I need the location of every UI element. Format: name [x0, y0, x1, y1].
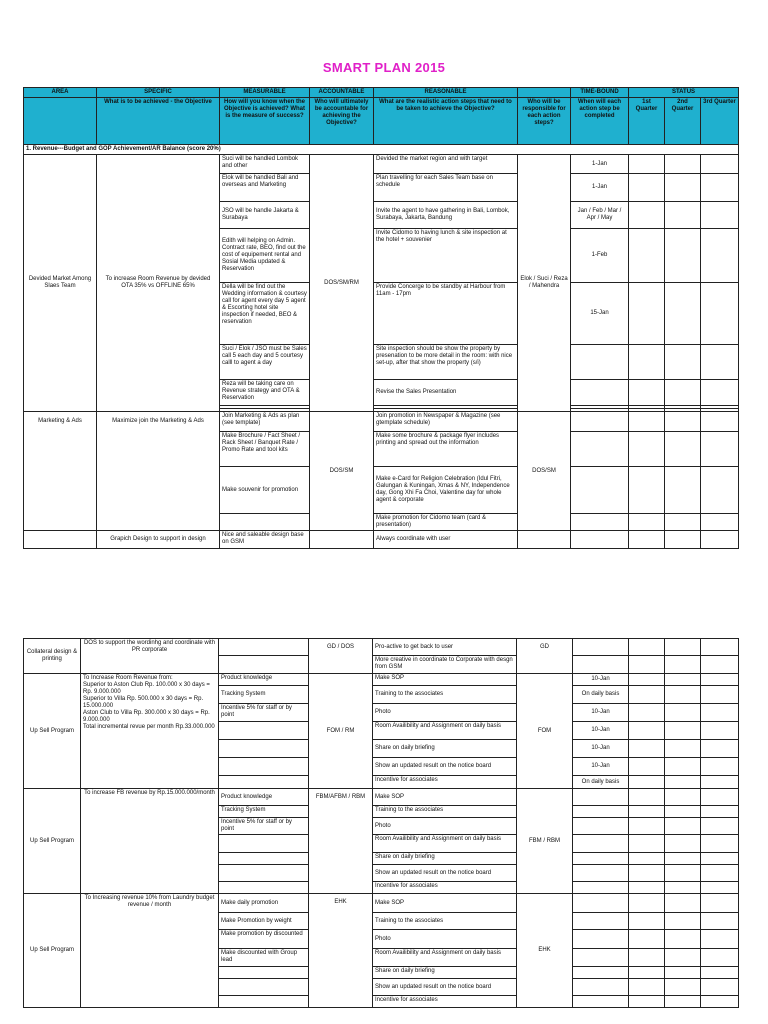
measurable-cell: Della will be find out the Wedding information & courtesy call for agent every day 5 agent & Escorting hotel site inspection if needed, BEO & reservation: [220, 283, 310, 345]
subheader-q1: 1st Quarter: [629, 98, 665, 145]
subheader-accountable: Who will ultimately be accountable for achieving the Objective?: [310, 98, 374, 145]
page-title: SMART PLAN 2015: [322, 60, 446, 75]
measurable-cell: Suci / Elok / JSO must be Sales call 5 each day and 5 courtesy calll to agent a day: [220, 345, 310, 380]
upsell-spec-line: Total incremental revue per month Rp.33.000.000: [83, 724, 215, 730]
reasonable-cell: Training to the associates: [373, 806, 517, 818]
subheader-measurable: How will you know when the Objective is achieved? What is the measure of success?: [220, 98, 310, 145]
reasonable-cell: Invite Cidomo to having lunch & site inspection at the hotel + souvenier: [374, 229, 518, 283]
subheader-q2: 2nd Quarter: [665, 98, 701, 145]
reasonable-cell: Incentive for associates: [373, 882, 517, 894]
area-cell: Up Sell Program: [24, 674, 81, 789]
responsible-cell: FOM: [517, 674, 573, 789]
reasonable-cell: More creative in coordinate to Corporate with desgn from GSM: [373, 656, 517, 674]
header-measurable: MEASURABLE: [220, 88, 310, 98]
reasonable-cell: Make SOP: [373, 789, 517, 806]
header-accountable: ACCOUNTABLE: [310, 88, 374, 98]
subheader-area: [24, 98, 97, 145]
reasonable-cell: Show an updated result on the notice board: [373, 865, 517, 882]
reasonable-cell: Share on daily briefing: [373, 967, 517, 979]
header-area: AREA: [24, 88, 97, 98]
responsible-cell: DOS/SM: [518, 412, 571, 531]
time-cell: 1-Jan: [571, 155, 629, 174]
subheader-time: When will each action step be completed: [571, 98, 629, 145]
table-row: [24, 674, 739, 686]
reasonable-cell: Photo: [373, 930, 517, 949]
reasonable-cell: Show an updated result on the notice board: [373, 979, 517, 996]
reasonable-cell: Incentive for associates: [373, 776, 517, 789]
table-row: [24, 155, 739, 174]
table-row: [24, 639, 739, 656]
specific-cell: To increase Room Revenue by devided OTA 35% vs OFFLINE 65%: [97, 155, 220, 412]
reasonable-cell: Devided the market region and with target: [374, 155, 518, 174]
reasonable-cell: Photo: [373, 818, 517, 835]
header-blank: [518, 88, 571, 98]
area-cell: Devided Market Among Slaes Team: [24, 155, 97, 412]
time-cell: Jan / Feb / Mar / Apr / May: [571, 202, 629, 229]
measurable-cell: Product knowledge: [219, 789, 309, 806]
measurable-cell: Elok will be handled Bali and overseas and Marketing: [220, 174, 310, 202]
header-specific: SPECIFIC: [97, 88, 220, 98]
time-cell: 10-Jan: [573, 704, 629, 722]
time-cell: On daily basis: [573, 686, 629, 704]
measurable-cell: Reza will be taking care on Revenue strategy and OTA & Reservation: [220, 380, 310, 406]
time-cell: 1-Feb: [571, 229, 629, 283]
table-row: [24, 894, 739, 913]
specific-cell: [81, 674, 219, 789]
header-time-bound: TIME-BOUND: [571, 88, 629, 98]
measurable-cell: Tracking System: [219, 806, 309, 818]
specific-cell: Maximize join the Marketing & Ads: [97, 412, 220, 531]
reasonable-cell: Make SOP: [373, 894, 517, 913]
reasonable-cell: Provide Concerge to be standby at Harbour from 11am - 17pm: [374, 283, 518, 345]
responsible-cell: Elok / Suci / Reza / Mahendra: [518, 155, 571, 412]
measurable-cell: Product knowledge: [219, 674, 309, 686]
measurable-cell: Nice and saleable design base on GSM: [220, 531, 310, 549]
reasonable-cell: Make promotion for Cidomo team (card & presentation): [374, 514, 518, 531]
area-cell: Marketing & Ads: [24, 412, 97, 531]
header-reasonable: REASONABLE: [374, 88, 518, 98]
table-row: [24, 531, 739, 549]
time-cell: 10-Jan: [573, 674, 629, 686]
accountable-cell: GD / DOS: [309, 639, 373, 674]
accountable-cell: FBM/AFBM / RBM: [309, 789, 373, 894]
responsible-cell: GD: [517, 639, 573, 674]
responsible-cell: FBM / RBM: [517, 789, 573, 894]
subheader-row: [24, 98, 739, 145]
specific-cell: Grapich Design to support in design: [97, 531, 220, 549]
table-row: [24, 412, 739, 432]
subheader-specific: What is to be achieved - the Objective: [97, 98, 220, 145]
area-cell: Collateral design & printing: [24, 639, 81, 674]
reasonable-cell: Room Availibility and Assignment on daily basis: [373, 722, 517, 740]
reasonable-cell: Invite the agent to have gathering in Bali, Lombok, Surabaya, Jakarta, Bandung: [374, 202, 518, 229]
reasonable-cell: Photo: [373, 704, 517, 722]
reasonable-cell: Pro-active to get back to user: [373, 639, 517, 656]
reasonable-cell: Revise the Sales Presentation: [374, 380, 518, 406]
measurable-cell: Make Brochure / Fact Sheet / Rack Sheet / Banquet Rate / Promo Rate and tool kits: [220, 432, 310, 467]
measurable-cell: Suci will be handled Lombok and other: [220, 155, 310, 174]
measurable-cell: Incentive 5% for staff or by point: [219, 704, 309, 722]
upsell-spec-line: Superior to Aston Club Rp. 100.000 x 30 days = Rp. 9.000.000: [83, 682, 210, 695]
upsell-spec-line: Aston Club to Villa Rp. 300.000 x 30 days = Rp. 9.000.000: [83, 710, 210, 723]
specific-cell: DOS to support the wordinhg and coordinate with PR corporate: [81, 639, 219, 674]
header-status: STATUS: [629, 88, 739, 98]
reasonable-cell: Always coordinate with user: [374, 531, 518, 549]
measurable-cell: Incentive 5% for staff or by point: [219, 818, 309, 835]
smart-plan-table-page-2: [23, 638, 739, 1008]
measurable-cell: Make promotion by discounted: [219, 930, 309, 949]
measurable-cell: Make daily promotion: [219, 894, 309, 913]
measurable-cell: Join Marketing & Ads as plan (see template): [220, 412, 310, 432]
table-row: [24, 789, 739, 806]
time-cell: 10-Jan: [573, 740, 629, 758]
measurable-cell: Edith will helping on Admin. Contract rate, BEO, find out the cost of equipement rental and Sosial Media updated & Reservation: [220, 229, 310, 283]
upsell-spec-line: Superior to Villa Rp. 500.000 x 30 days = Rp. 15.000.000: [83, 696, 204, 709]
measurable-cell: JSO will be handle Jakarta & Surabaya: [220, 202, 310, 229]
measurable-cell: Make discounted with Group lead: [219, 949, 309, 967]
measurable-cell: Make souvenir for promotion: [220, 467, 310, 514]
time-cell: 10-Jan: [573, 722, 629, 740]
reasonable-cell: Share on daily briefing: [373, 853, 517, 865]
reasonable-cell: Site inspection should be show the property by presenation to be more detail in the room: with nice set-up, after that show the property (s/i): [374, 345, 518, 380]
subheader-q3: 3rd Quarter: [701, 98, 739, 145]
accountable-cell: EHK: [309, 894, 373, 1008]
time-cell: 10-Jan: [573, 758, 629, 776]
area-cell: Up Sell Program: [24, 789, 81, 894]
reasonable-cell: Show an updated result on the notice board: [373, 758, 517, 776]
reasonable-cell: Incentive for associates: [373, 996, 517, 1008]
section-row: [24, 145, 739, 155]
measurable-cell: Make Promotion by weight: [219, 913, 309, 930]
reasonable-cell: Share on daily briefing: [373, 740, 517, 758]
measurable-cell: Tracking System: [219, 686, 309, 704]
reasonable-cell: Training to the associates: [373, 686, 517, 704]
reasonable-cell: Make e-Card for Religion Celebration (Idul Fitri, Galungan & Kuningan, Xmas & NY, Independence day, Gong Xhi Fa Choi, Valentine day for whole agent & corporate: [374, 467, 518, 514]
specific-cell: To increase FB revenue by Rp.15.000.000/month: [81, 789, 219, 894]
time-cell: On daily basis: [573, 776, 629, 789]
header-row: [24, 88, 739, 98]
accountable-cell: DOS/SM/RM: [310, 155, 374, 412]
reasonable-cell: Plan travelling for each Sales Team base on schedule: [374, 174, 518, 202]
reasonable-cell: Room Availibility and Assignment on daily basis: [373, 949, 517, 967]
smart-plan-table-page-1: [23, 87, 739, 549]
reasonable-cell: Join promotion in Newspaper & Magazine (see gtemplate schedule): [374, 412, 518, 432]
accountable-cell: DOS/SM: [310, 412, 374, 531]
reasonable-cell: Make some brochure & package flyer includes printing and spread out the information: [374, 432, 518, 467]
reasonable-cell: Training to the associates: [373, 913, 517, 930]
subheader-reasonable: What are the realistic action steps that need to be taken to achieve the Objective?: [374, 98, 518, 145]
subheader-responsible: Who will be responsible for each action steps?: [518, 98, 571, 145]
accountable-cell: FOM / RM: [309, 674, 373, 789]
time-cell: 15-Jan: [571, 283, 629, 345]
area-cell: Up Sell Program: [24, 894, 81, 1008]
specific-cell: To Increasing revenue 10% from Laundry budget revenue / month: [81, 894, 219, 1008]
upsell-spec-line: To Increase Room Revenue from:: [83, 675, 173, 681]
time-cell: 1-Jan: [571, 174, 629, 202]
reasonable-cell: Make SOP: [373, 674, 517, 686]
responsible-cell: EHK: [517, 894, 573, 1008]
reasonable-cell: Room Availibility and Assignment on daily basis: [373, 835, 517, 853]
section-title: 1. Revenue---Budget and GOP Achievement/AR Balance (score 20%): [24, 145, 739, 155]
